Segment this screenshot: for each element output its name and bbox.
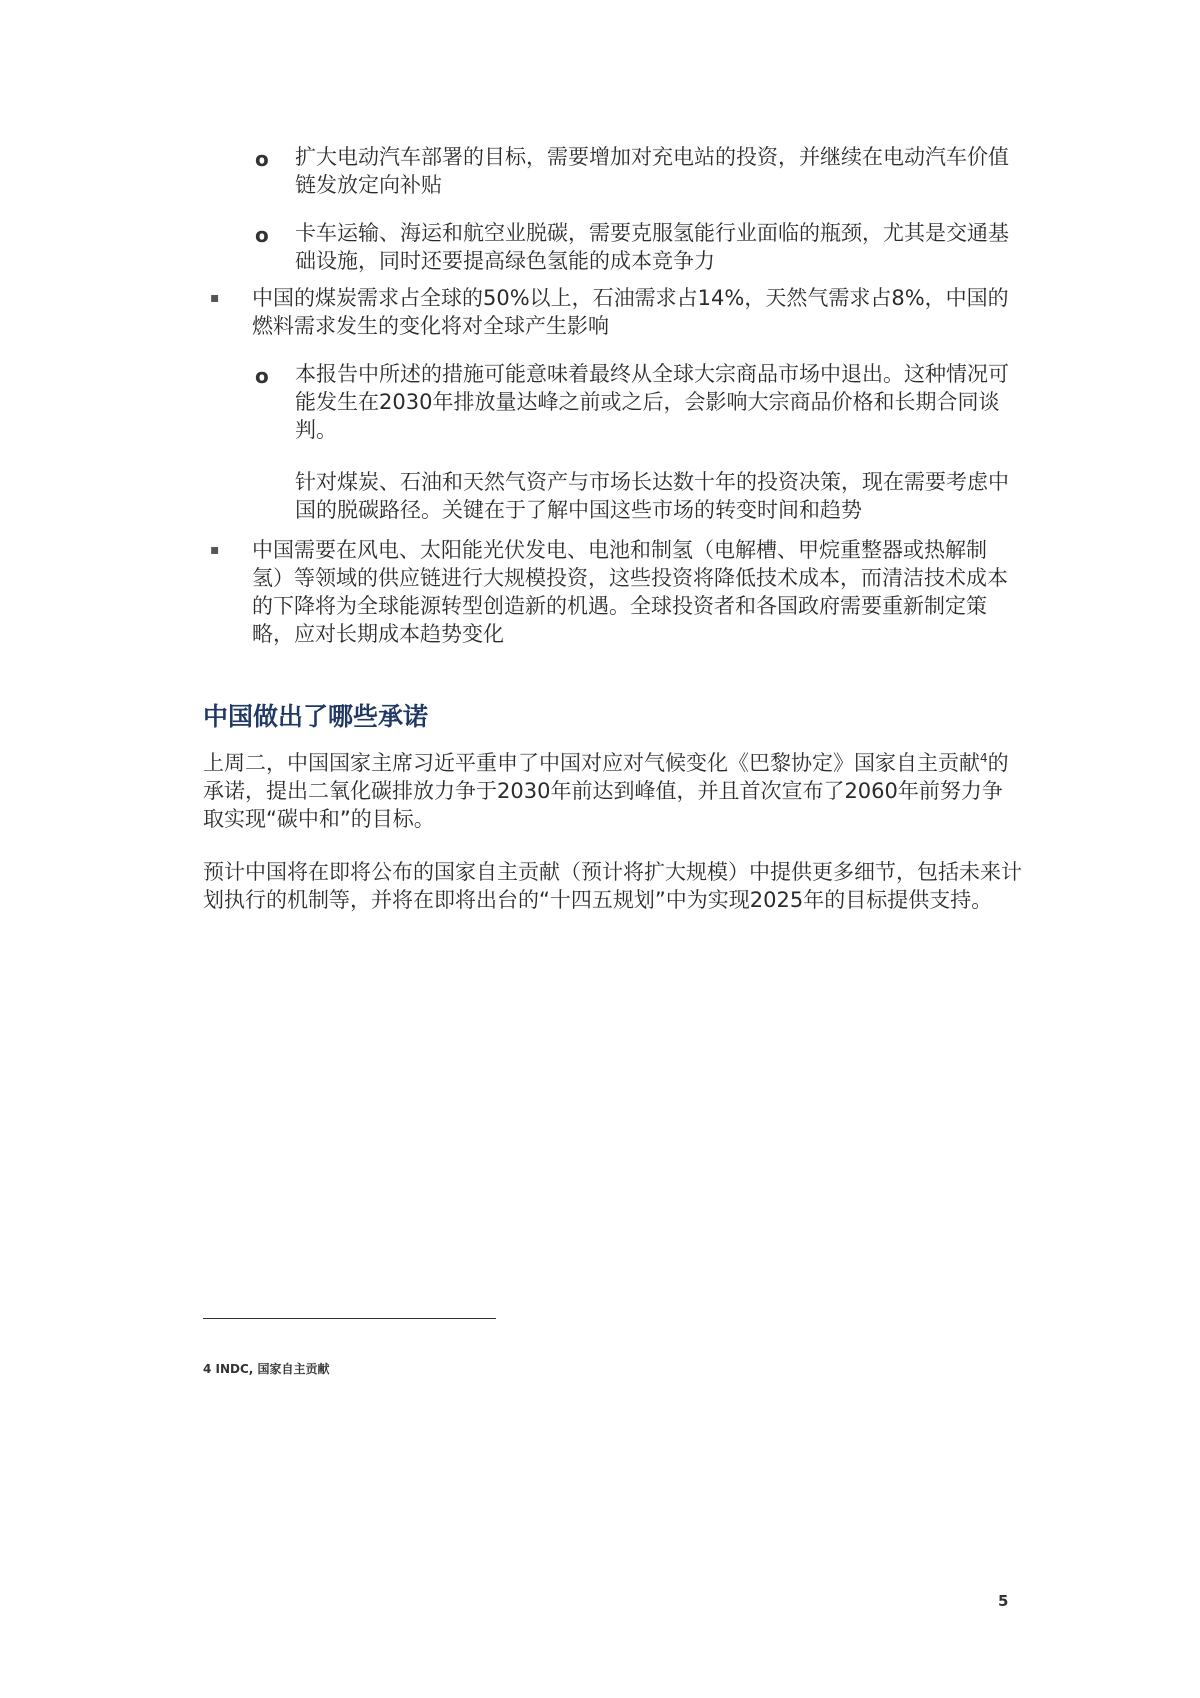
paragraph-commitment [203,749,1023,833]
sub-paragraph-investment: 针对煤炭、石油和天然气资产与市场长达数十年的投资决策，现在需要考虑中国的脱碳路径。关键在于了解中国这些市场的转变时间和趋势 [295,470,1009,522]
section-heading: 中国做出了哪些承诺 [203,702,429,731]
sub-list-item-ev [255,143,1015,199]
paragraph-text: 的承诺，提出二氧化碳排放力争于2030年前达到峰值，并且首次宣布了2060年前努力争取实现“碳中和”的目标。 [203,751,1009,831]
sub-list-item-text: 扩大电动汽车部署的目标，需要增加对充电站的投资，并继续在电动汽车价值链发放定向补贴 [295,145,1009,197]
circle-bullet-icon: o [255,147,269,171]
sub-list-item-text: 本报告中所述的措施可能意味着最终从全球大宗商品市场中退出。这种情况可能发生在2030年排放量达峰之前或之后，会影响大宗商品价格和长期合同谈判。 [295,362,1009,442]
square-bullet-icon: ▪ [210,542,220,558]
paragraph-expectation: 预计中国将在即将公布的国家自主贡献（预计将扩大规模）中提供更多细节，包括未来计划执行的机制等，并将在即将出台的“十四五规划”中为实现2025年的目标提供支持。 [203,860,1022,912]
footnote-reference[interactable]: 4 [980,751,988,765]
footnote: 4 INDC, 国家自主贡献 [203,1362,330,1376]
paragraph-text: 上周二，中国国家主席习近平重申了中国对应对气候变化《巴黎协定》国家自主贡献 [203,751,980,775]
bullet-item-text: 中国的煤炭需求占全球的50%以上，石油需求占14%，天然气需求占8%，中国的燃料需求发生的变化将对全球产生影响 [252,286,1009,338]
page-number: 5 [998,1592,1009,1610]
bullet-item-fuel-demand [210,284,1015,340]
bullet-item-text: 中国需要在风电、太阳能光伏发电、电池和制氢（电解槽、甲烷重整器或热解制氢）等领域的供应链进行大规模投资，这些投资将降低技术成本，而清洁技术成本的下降将为全球能源转型创造新的机遇。全球投资者和各国政府需要重新制定策略，应对长期成本趋势变化 [252,538,1008,646]
sub-list-item-text: 卡车运输、海运和航空业脱碳，需要克服氢能行业面临的瓶颈，尤其是交通基础设施，同时还要提高绿色氢能的成本竞争力 [295,221,1009,273]
sub-list-item-transport [255,219,1015,275]
sub-list-item-commodities [255,360,1015,444]
square-bullet-icon: ▪ [210,290,220,306]
circle-bullet-icon: o [255,223,269,247]
footnote-divider [203,1318,496,1319]
circle-bullet-icon: o [255,364,269,388]
bullet-item-supply-chain [210,536,1015,648]
